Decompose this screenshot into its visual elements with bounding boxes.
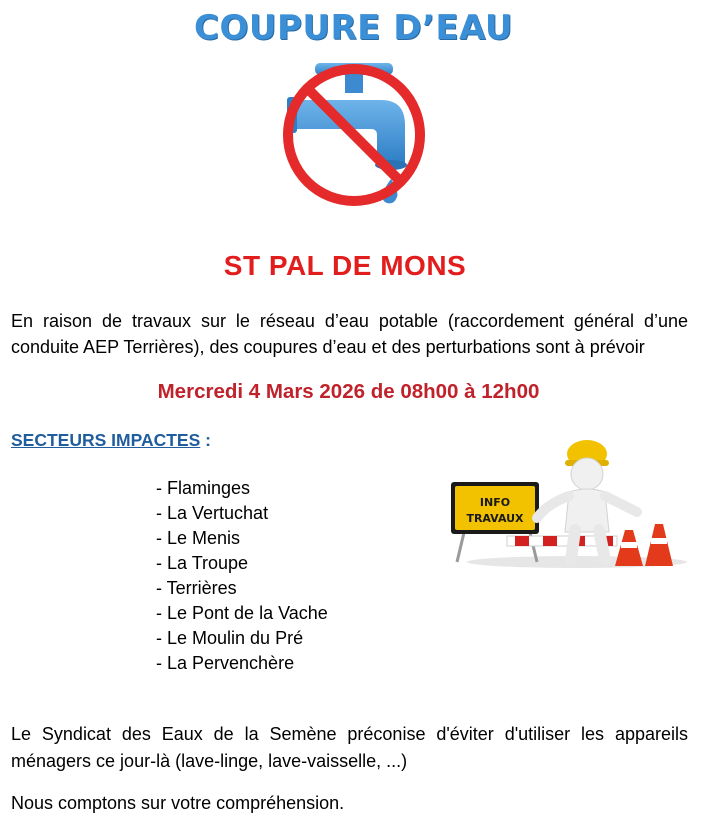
syndicat-paragraph: Le Syndicat des Eaux de la Semène préconise d'éviter d'utiliser les appareils ménagers ce jour-là (lave-linge, lave-vaisselle, ...) [11,724,688,771]
sector-item: - La Vertuchat [156,503,269,523]
no-water-icon [273,55,435,210]
sector-list [156,476,328,676]
sector-item: - Flaminges [156,478,251,498]
location-title: ST PAL DE MONS [223,250,467,281]
page-title: COUPURE D’EAU [194,8,513,48]
sector-item: - La Pervenchère [156,653,295,673]
sector-item: - Le Menis [156,528,241,548]
outage-date: Mercredi 4 Mars 2026 de 08h00 à 12h00 [157,380,540,403]
sectors-heading-label: SECTEURS IMPACTES [11,430,201,450]
sector-item: - Terrières [156,578,237,598]
info-travaux-illustration [447,432,692,570]
sector-item: - Le Pont de la Vache [156,603,328,623]
sectors-heading [11,430,211,451]
sign-line-travaux: TRAVAUX [466,512,524,525]
sector-item: - Le Moulin du Pré [156,628,304,648]
intro-paragraph: En raison de travaux sur le réseau d’eau potable (raccordement général d’une conduite AEP Terrières), des coupures d’eau et des perturbations sont à prévoir [11,311,688,357]
sectors-heading-suffix: : [200,430,211,450]
closing-line: Nous comptons sur votre compréhension. [11,793,345,813]
sign-line-info: INFO [479,496,511,509]
sector-item: - La Troupe [156,553,249,573]
